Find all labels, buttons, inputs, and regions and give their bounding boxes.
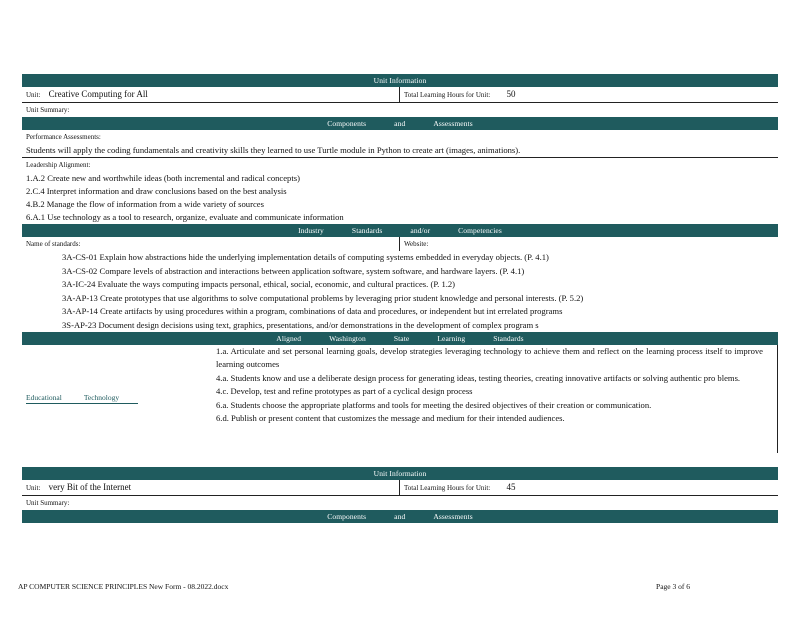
washington-header-word: Washington: [329, 334, 366, 343]
washington-header-word: Standards: [493, 334, 524, 343]
unit-information-header-2: Unit Information: [22, 467, 778, 480]
unit-row: [22, 87, 778, 103]
leadership-item: 4.B.2 Manage the flow of information from a wide variety of sources: [26, 199, 264, 209]
components-header-word: and: [394, 119, 406, 128]
list-item: 3A-CS-02 Compare levels of abstraction and interactions between application software, system software, and hardware layers. (P. 4.1): [62, 265, 525, 276]
list-item: 4.a. Students know and use a deliberate design process for generating ideas, testing theories, creating innovative artifacts or solving authentic pro blems.: [216, 372, 741, 383]
unit-summary-label: Unit Summary:: [26, 106, 70, 114]
educational-technology-section: [22, 345, 778, 453]
components-header-word: Components: [327, 119, 367, 128]
standards-list: [22, 251, 778, 332]
washington-header-word: State: [393, 334, 410, 343]
unit-label: Unit:: [26, 484, 41, 492]
unit-value: Creative Computing for All: [48, 89, 148, 99]
unit-information-header: [22, 74, 778, 87]
list-item: 6.d. Publish or present content that customizes the message and medium for their intended audiences.: [216, 413, 565, 424]
unit-summary-label-2: Unit Summary:: [26, 499, 70, 507]
washington-header-word: Aligned: [276, 334, 302, 343]
performance-assessments-text: Students will apply the coding fundamentals and creativity skills they learned to use Turtle module in Python to create art (images, animations).: [22, 144, 778, 158]
name-of-standards-label: Name of standards:: [22, 237, 400, 251]
washington-standards-header: [22, 332, 778, 345]
unit-value: very Bit of the Internet: [48, 482, 132, 492]
list-item: 3A-AP-14 Create artifacts by using procedures within a program, combinations of data and procedures, or independent but int errelated programs: [62, 306, 563, 316]
footer-filename: AP COMPUTER SCIENCE PRINCIPLES New Form - 08.2022.docx: [18, 582, 229, 591]
list-item: 4.c. Develop, test and refine prototypes as part of a cyclical design process: [216, 386, 473, 397]
components-header-word: Assessments: [433, 119, 473, 128]
industry-header-word: Industry: [298, 226, 324, 235]
leadership-item: 1.A.2 Create new and worthwhile ideas (both incremental and radical concepts): [26, 173, 300, 183]
hours-label: Total Learning Hours for Unit:: [404, 91, 491, 99]
hours-value: 50: [506, 89, 516, 99]
educational-technology-standards: [216, 345, 778, 453]
list-item: 1.a. Articulate and set personal learning goals, develop strategies leveraging technology to achieve them and reflect on the learning process itself to improve learning outcomes: [216, 346, 763, 370]
hours-label: Total Learning Hours for Unit:: [404, 484, 491, 492]
list-item: 3A-CS-01 Explain how abstractions hide the underlying implementation details of computing systems embedded in everyday objects. (P. 4.1): [62, 252, 549, 262]
standards-header-row: [22, 237, 778, 251]
industry-standards-header: [22, 224, 778, 237]
list-item: 3S-AP-23 Document design decisions using text, graphics, presentations, and/or demonstrations in the development of complex program s: [62, 319, 539, 330]
components-header: [22, 117, 778, 130]
leadership-item: 6.A.1 Use technology as a tool to research, organize, evaluate and communicate information: [26, 212, 344, 222]
leadership-item: 2.C.4 Interpret information and draw conclusions based on the best analysis: [26, 186, 287, 196]
leadership-list: [22, 172, 778, 224]
industry-header-word: Standards: [351, 226, 383, 235]
components-header-2: Components and Assessments: [22, 510, 778, 523]
website-label: Website:: [404, 240, 429, 248]
list-item: 3A-IC-24 Evaluate the ways computing impacts personal, ethical, social, economic, and cultural practices. (P. 1.2): [62, 279, 456, 289]
list-item: 3A-AP-13 Create prototypes that use algorithms to solve computational problems by leveraging prior student knowledge and personal interests. (P. 5.2): [62, 292, 584, 303]
document-page: [22, 74, 778, 523]
industry-header-word: and/or: [410, 226, 431, 235]
industry-header-word: Competencies: [458, 226, 502, 235]
washington-header-word: Learning: [437, 334, 466, 343]
footer-page-number: Page 3 of 6: [656, 582, 690, 591]
unit-label: Unit:: [26, 91, 41, 99]
unit-row-2: [22, 480, 778, 496]
list-item: 6.a. Students choose the appropriate platforms and tools for meeting the desired objectives of their creation or communication.: [216, 399, 652, 410]
unit-information-title: Unit Information: [373, 76, 427, 85]
educational-technology-label: Educational Technology: [26, 393, 138, 404]
leadership-alignment-label: Leadership Alignment:: [26, 161, 91, 169]
hours-value: 45: [506, 482, 516, 492]
performance-assessments-label: Performance Assessments:: [26, 133, 101, 141]
